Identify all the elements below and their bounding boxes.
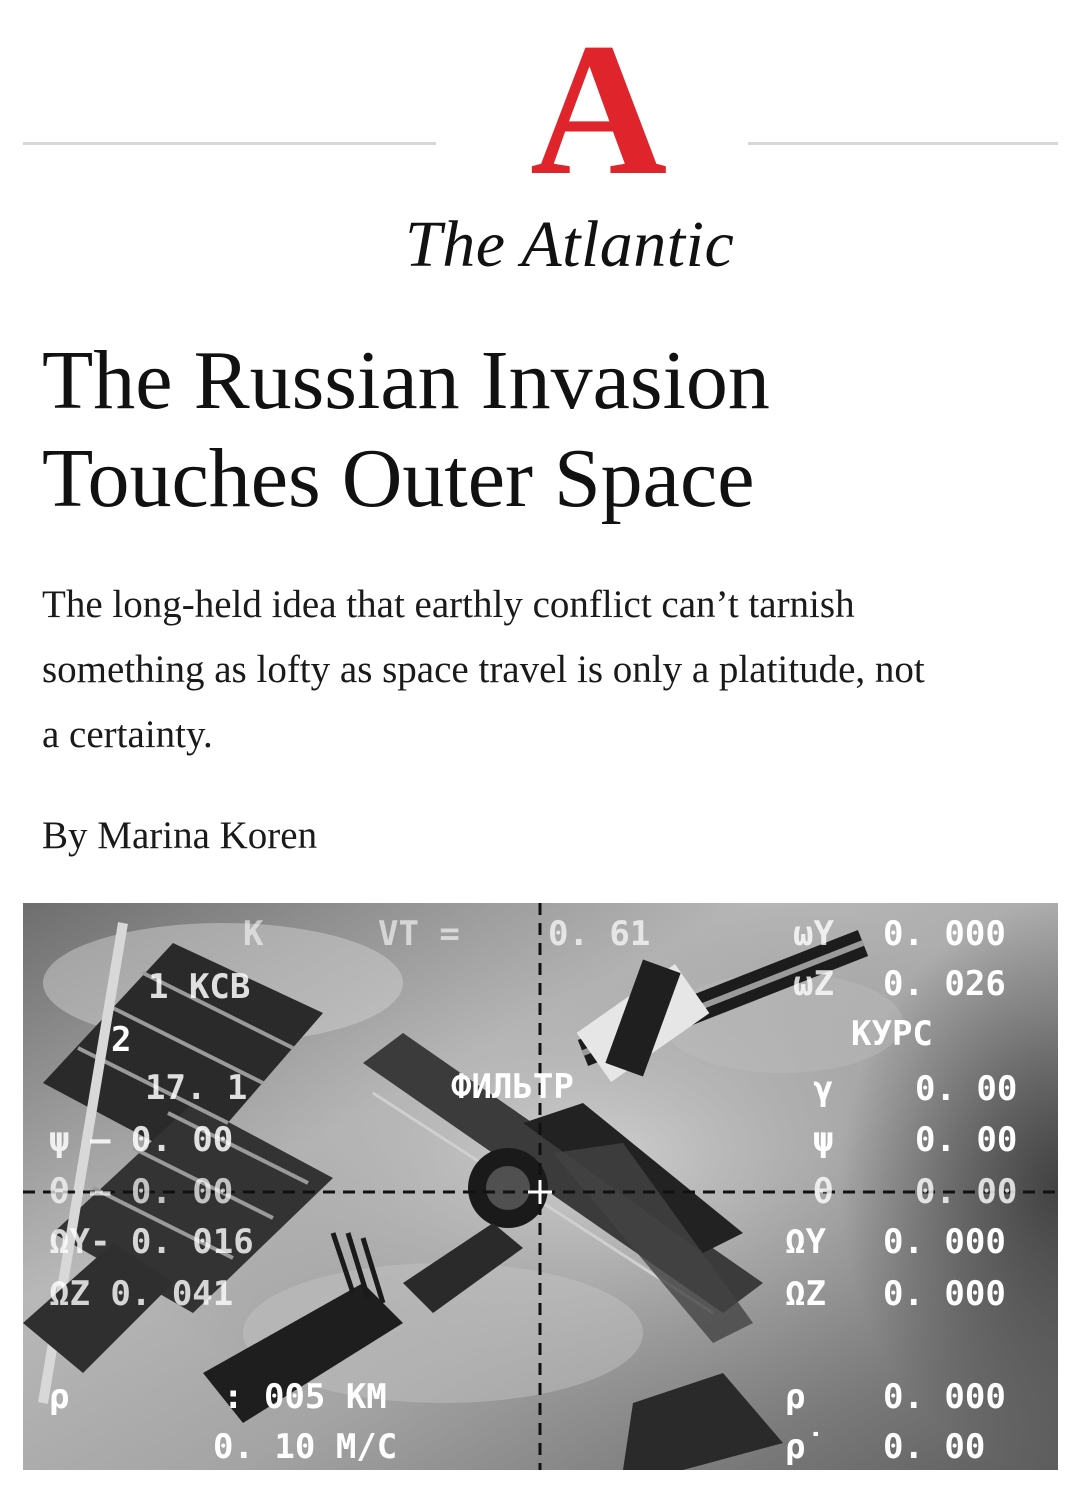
article-byline[interactable]: By Marina Koren	[42, 814, 318, 857]
hud-vt-value: 0. 61	[548, 914, 651, 954]
hud-omega-y-left: ΩY- 0. 016	[49, 1222, 254, 1262]
hud-theta-left: θ – 0. 00	[49, 1172, 234, 1212]
hud-omega-z-left: ΩZ 0. 041	[49, 1274, 234, 1314]
hud-kcb: 1 KCB	[148, 967, 251, 1007]
hud-omega-y-right-val: 0. 000	[883, 1222, 1006, 1262]
article-headline	[42, 332, 1022, 528]
masthead	[0, 0, 1080, 300]
dek-line-1: The long-held idea that earthly conflict can’t tarnish	[42, 583, 855, 626]
article-dek	[42, 572, 1042, 767]
hud-filter: ФИЛЬТР	[451, 1067, 574, 1107]
hero-image[interactable]	[23, 903, 1058, 1470]
masthead-rule-left	[23, 142, 436, 145]
hud-rho-left: ρ	[49, 1377, 70, 1417]
hud-psi-right: ψ	[813, 1120, 834, 1160]
atlantic-wordmark[interactable]: The Atlantic	[405, 208, 735, 281]
space-station-docking-camera-image	[23, 903, 1058, 1470]
hud-gamma-val: 0. 00	[915, 1069, 1018, 1109]
hud-gamma: γ	[813, 1069, 834, 1109]
headline-line-2: Touches Outer Space	[42, 432, 755, 525]
hud-mc: 0. 10 M/C	[213, 1427, 398, 1467]
hud-omega-z-right: ΩZ	[785, 1274, 826, 1314]
atlantic-a-logo-icon[interactable]: A	[530, 5, 666, 215]
hud-omega-y-top-val: 0. 000	[883, 914, 1006, 954]
hud-omega-z-top: ωZ	[793, 964, 834, 1004]
hud-omega-z-top-val: 0. 026	[883, 964, 1006, 1004]
hud-omega-y-right: ΩY	[785, 1222, 826, 1262]
hud-vt-label: VT =	[378, 914, 460, 954]
dek-line-2: something as lofty as space travel is only a platitude, not	[42, 648, 925, 691]
dek-line-3: a certainty.	[42, 713, 213, 756]
hud-omega-y-top: ωY	[793, 914, 834, 954]
hud-k: K	[243, 914, 264, 954]
hud-theta-right: θ	[813, 1172, 834, 1212]
hud-km: : 005 KM	[223, 1377, 387, 1417]
hud-rho-dot-right-val: 0. 00	[883, 1427, 986, 1467]
hud-17: 17. 1	[145, 1068, 248, 1108]
headline-line-1: The Russian Invasion	[42, 334, 770, 427]
hud-kurs: КУРС	[851, 1014, 933, 1054]
hud-theta-right-val: 0. 00	[915, 1172, 1018, 1212]
hud-rho-dot-right: ρ̇	[785, 1427, 806, 1467]
hud-rho-right-val: 0. 000	[883, 1377, 1006, 1417]
masthead-rule-right	[748, 142, 1058, 145]
hud-psi-left: ψ – 0. 00	[49, 1120, 234, 1160]
hud-2: 2	[111, 1020, 132, 1060]
hud-omega-z-right-val: 0. 000	[883, 1274, 1006, 1314]
hud-psi-right-val: 0. 00	[915, 1120, 1018, 1160]
hud-rho-right: ρ	[785, 1377, 806, 1417]
